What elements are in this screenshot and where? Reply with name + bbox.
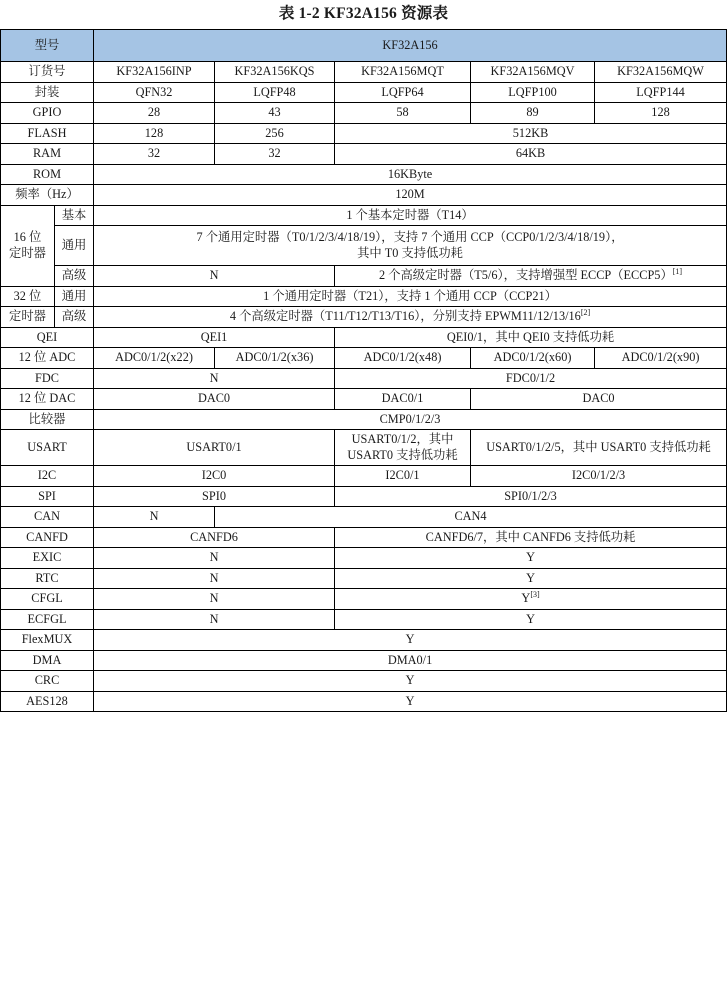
cell-ecfgl-label: ECFGL	[1, 609, 94, 630]
cell-order-number-4: KF32A156MQW	[595, 62, 727, 83]
cell-order-number-3: KF32A156MQV	[471, 62, 595, 83]
cell-fdc-left: N	[94, 368, 335, 389]
cell-ram-label: RAM	[1, 144, 94, 165]
table-row-canfd	[1, 527, 727, 548]
table-row-ecfgl	[1, 609, 727, 630]
cell-rom-value: 16KByte	[94, 164, 727, 185]
cell-package-2: LQFP64	[335, 82, 471, 103]
cell-timer32-label-line2: 定时器	[1, 307, 55, 328]
cell-exic-label: EXIC	[1, 548, 94, 569]
cell-i2c-0: I2C0	[94, 466, 335, 487]
table-row-flash	[1, 123, 727, 144]
cell-canfd-0: CANFD6	[94, 527, 335, 548]
table-row-timer32-general	[1, 286, 727, 307]
cell-gpio-4: 128	[595, 103, 727, 124]
cell-order-number-2: KF32A156MQT	[335, 62, 471, 83]
table-row-crc	[1, 671, 727, 692]
cell-exic-1: Y	[335, 548, 727, 569]
cell-timer16-basic-value: 1 个基本定时器（T14）	[94, 205, 727, 226]
table-row-rom	[1, 164, 727, 185]
timer16-advanced-right-text: 2 个高级定时器（T5/6），支持增强型 ECCP（ECCP5）	[378, 268, 673, 282]
cell-gpio-1: 43	[215, 103, 335, 124]
cell-spi-0: SPI0	[94, 486, 335, 507]
cell-adc-2: ADC0/1/2(x48)	[335, 348, 471, 369]
table-row-model	[1, 30, 727, 62]
cell-order-number-1: KF32A156KQS	[215, 62, 335, 83]
cell-order-number-0: KF32A156INP	[94, 62, 215, 83]
table-row-gpio	[1, 103, 727, 124]
table-row-ram	[1, 144, 727, 165]
table-row-aes128	[1, 691, 727, 712]
cell-qei-right: QEI0/1，其中 QEI0 支持低功耗	[335, 327, 727, 348]
cell-cfgl-1	[335, 589, 727, 610]
cell-package-4: LQFP144	[595, 82, 727, 103]
cell-model-label: 型号	[1, 30, 94, 62]
cell-rtc-1: Y	[335, 568, 727, 589]
cell-timer16-basic-sublabel: 基本	[55, 205, 94, 226]
cell-crc-label: CRC	[1, 671, 94, 692]
cell-aes128-value: Y	[94, 691, 727, 712]
footnote-marker-2: [2]	[580, 307, 591, 317]
cell-aes128-label: AES128	[1, 691, 94, 712]
cell-frequency-value: 120M	[94, 185, 727, 206]
cell-dac-label: 12 位 DAC	[1, 389, 94, 410]
cell-package-3: LQFP100	[471, 82, 595, 103]
cell-timer16-advanced-right	[335, 266, 727, 287]
cell-can-0: N	[94, 507, 215, 528]
cell-timer32-general-value: 1 个通用定时器（T21），支持 1 个通用 CCP（CCP21）	[94, 286, 727, 307]
cell-can-1: CAN4	[215, 507, 727, 528]
table-row-timer16-basic	[1, 205, 727, 226]
footnote-marker-3: [3]	[530, 589, 540, 599]
cell-i2c-label: I2C	[1, 466, 94, 487]
cell-package-0: QFN32	[94, 82, 215, 103]
cell-spi-1: SPI0/1/2/3	[335, 486, 727, 507]
cell-exic-0: N	[94, 548, 335, 569]
resource-table	[0, 29, 727, 712]
cell-spi-label: SPI	[1, 486, 94, 507]
cell-comparator-label: 比较器	[1, 409, 94, 430]
table-row-order-number	[1, 62, 727, 83]
table-row-package	[1, 82, 727, 103]
cell-fdc-right: FDC0/1/2	[335, 368, 727, 389]
table-row-adc	[1, 348, 727, 369]
timer16-label-line2: 定时器	[9, 245, 46, 260]
cell-cfgl-label: CFGL	[1, 589, 94, 610]
cell-qei-label: QEI	[1, 327, 94, 348]
cell-flash-2: 512KB	[335, 123, 727, 144]
cell-gpio-label: GPIO	[1, 103, 94, 124]
cell-adc-4: ADC0/1/2(x90)	[595, 348, 727, 369]
table-row-flexmux	[1, 630, 727, 651]
cell-fdc-label: FDC	[1, 368, 94, 389]
cell-flexmux-value: Y	[94, 630, 727, 651]
cell-rtc-label: RTC	[1, 568, 94, 589]
cell-canfd-1: CANFD6/7，其中 CANFD6 支持低功耗	[335, 527, 727, 548]
cell-timer16-advanced-left: N	[94, 266, 335, 287]
cell-timer16-label	[1, 205, 55, 286]
cell-ram-2: 64KB	[335, 144, 727, 165]
cell-gpio-2: 58	[335, 103, 471, 124]
table-row-can	[1, 507, 727, 528]
table-row-dac	[1, 389, 727, 410]
table-row-rtc	[1, 568, 727, 589]
cell-ecfgl-0: N	[94, 609, 335, 630]
cell-frequency-label: 频率（Hz）	[1, 185, 94, 206]
cfgl-value-text: Y	[521, 591, 531, 605]
page-title: 表 1-2 KF32A156 资源表	[278, 5, 449, 22]
cell-rom-label: ROM	[1, 164, 94, 185]
cell-adc-3: ADC0/1/2(x60)	[471, 348, 595, 369]
cell-gpio-0: 28	[94, 103, 215, 124]
cell-ram-0: 32	[94, 144, 215, 165]
cell-qei-left: QEI1	[94, 327, 335, 348]
cell-dac-2: DAC0	[471, 389, 727, 410]
table-row-comparator	[1, 409, 727, 430]
timer16-label-line1: 16 位	[13, 230, 42, 244]
table-row-exic	[1, 548, 727, 569]
cell-usart-2: USART0/1/2/5，其中 USART0 支持低功耗	[471, 430, 727, 466]
cell-flash-1: 256	[215, 123, 335, 144]
cell-order-number-label: 订货号	[1, 62, 94, 83]
cell-timer32-label-line1: 32 位	[1, 286, 55, 307]
cell-package-label: 封装	[1, 82, 94, 103]
cell-rtc-0: N	[94, 568, 335, 589]
cell-gpio-3: 89	[471, 103, 595, 124]
cell-package-1: LQFP48	[215, 82, 335, 103]
cell-usart-1: USART0/1/2，其中 USART0 支持低功耗	[335, 430, 471, 466]
table-row-i2c	[1, 466, 727, 487]
cell-crc-value: Y	[94, 671, 727, 692]
cell-dac-0: DAC0	[94, 389, 335, 410]
table-row-fdc	[1, 368, 727, 389]
cell-usart-0: USART0/1	[94, 430, 335, 466]
cell-adc-0: ADC0/1/2(x22)	[94, 348, 215, 369]
timer16-general-line1: 7 个通用定时器（T0/1/2/3/4/18/19），支持 7 个通用 CCP（CCP0/1/2/3/4/18/19），	[196, 230, 624, 244]
table-row-spi	[1, 486, 727, 507]
cell-canfd-label: CANFD	[1, 527, 94, 548]
cell-model-family: KF32A156	[94, 30, 727, 62]
cell-timer32-general-sublabel: 通用	[55, 286, 94, 307]
cell-i2c-1: I2C0/1	[335, 466, 471, 487]
table-row-cfgl	[1, 589, 727, 610]
cell-timer16-general-value	[94, 226, 727, 266]
cell-timer32-advanced-value	[94, 307, 727, 328]
footnote-marker-1: [1]	[672, 266, 683, 276]
cell-cfgl-0: N	[94, 589, 335, 610]
timer16-general-line2: 其中 T0 支持低功耗	[357, 245, 463, 260]
cell-dma-label: DMA	[1, 650, 94, 671]
cell-flash-0: 128	[94, 123, 215, 144]
cell-i2c-2: I2C0/1/2/3	[471, 466, 727, 487]
table-row-timer32-advanced	[1, 307, 727, 328]
cell-dac-1: DAC0/1	[335, 389, 471, 410]
cell-dma-value: DMA0/1	[94, 650, 727, 671]
cell-ram-1: 32	[215, 144, 335, 165]
table-row-timer16-general	[1, 226, 727, 266]
cell-timer32-advanced-sublabel: 高级	[55, 307, 94, 328]
cell-flash-label: FLASH	[1, 123, 94, 144]
cell-timer16-general-sublabel: 通用	[55, 226, 94, 266]
cell-timer16-advanced-sublabel: 高级	[55, 266, 94, 287]
table-row-frequency	[1, 185, 727, 206]
cell-comparator-value: CMP0/1/2/3	[94, 409, 727, 430]
table-row-qei	[1, 327, 727, 348]
cell-can-label: CAN	[1, 507, 94, 528]
cell-ecfgl-1: Y	[335, 609, 727, 630]
table-row-usart	[1, 430, 727, 466]
table-row-timer16-advanced	[1, 266, 727, 287]
table-row-dma	[1, 650, 727, 671]
cell-usart-label: USART	[1, 430, 94, 466]
cell-adc-label: 12 位 ADC	[1, 348, 94, 369]
timer32-advanced-text: 4 个高级定时器（T11/T12/T13/T16），分别支持 EPWM11/12/13/16	[229, 309, 581, 323]
cell-flexmux-label: FlexMUX	[1, 630, 94, 651]
cell-adc-1: ADC0/1/2(x36)	[215, 348, 335, 369]
